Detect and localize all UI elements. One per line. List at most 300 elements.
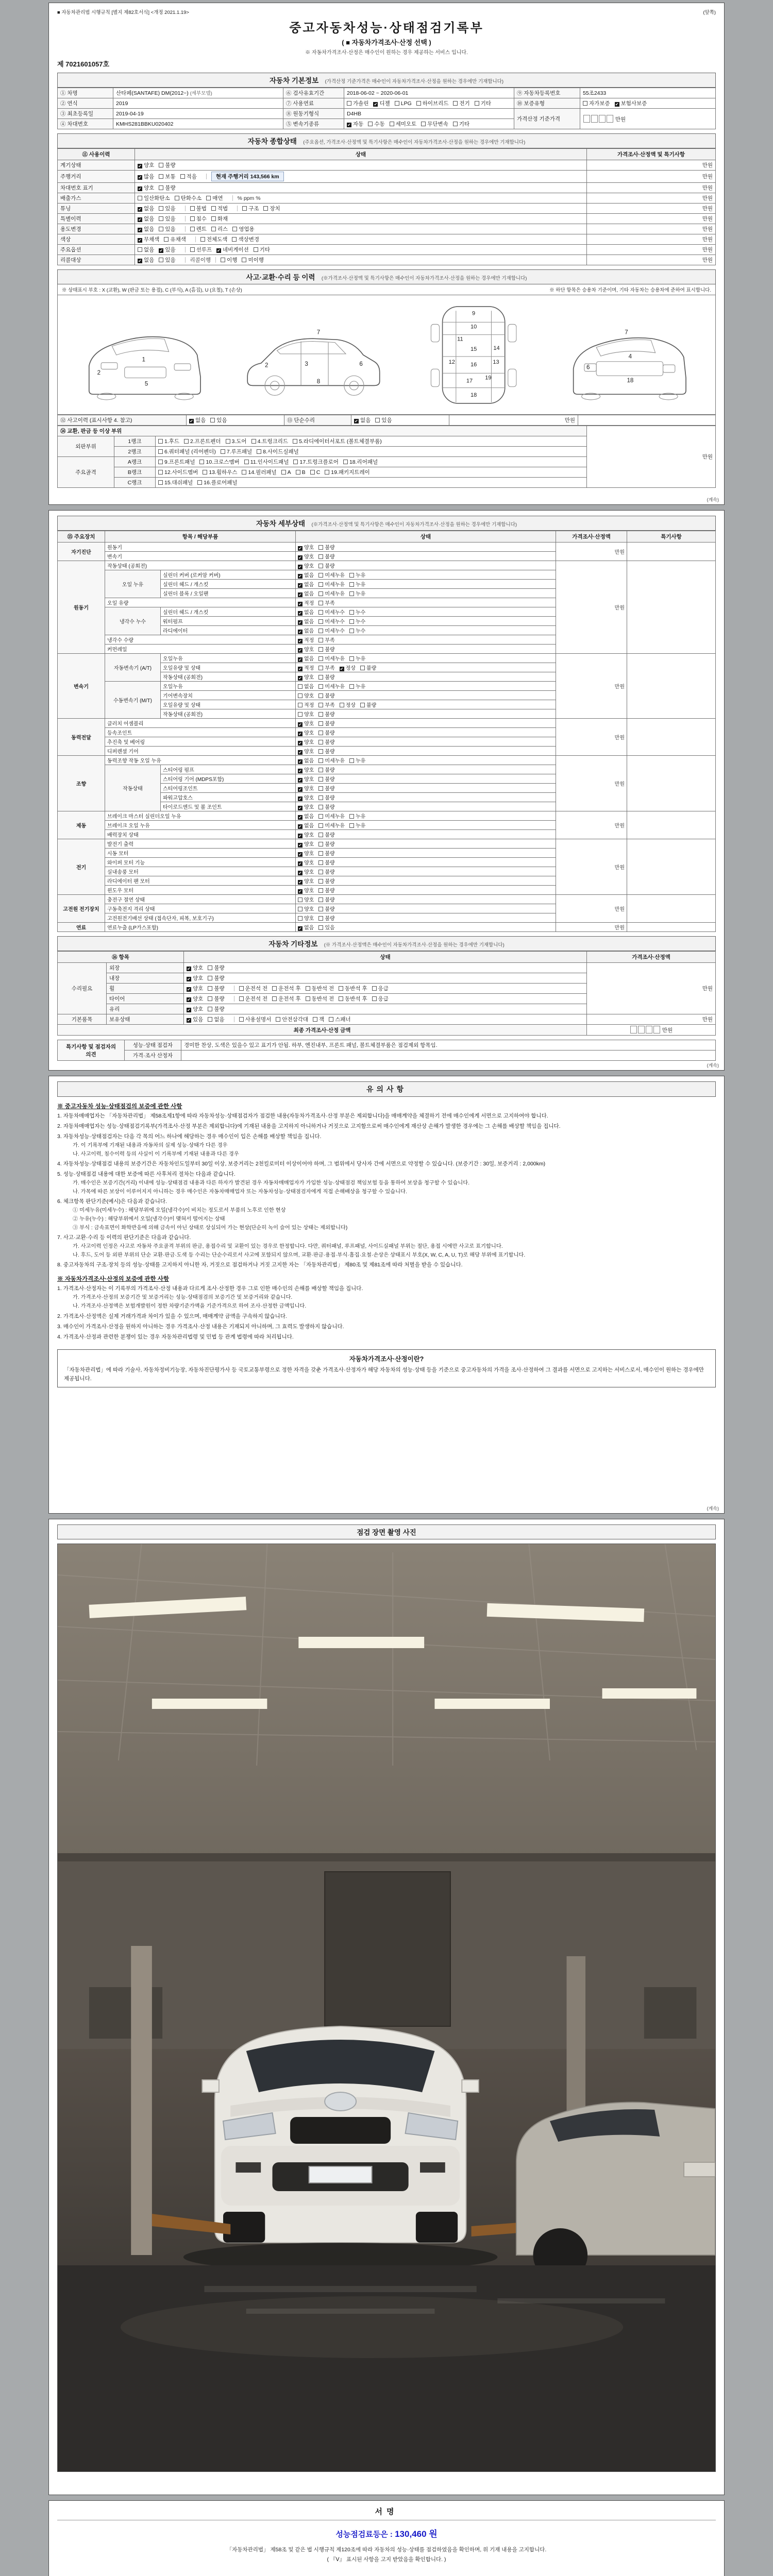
checkbox-icon[interactable] [242, 258, 246, 262]
checkbox-option[interactable] [138, 161, 154, 169]
checkbox-icon[interactable] [318, 749, 323, 754]
checkbox-icon[interactable] [349, 823, 354, 828]
checkbox-icon[interactable]: ✔ [298, 639, 302, 643]
checkbox-icon[interactable] [318, 564, 323, 568]
checkbox-icon[interactable]: ✔ [298, 871, 302, 875]
checkbox-option[interactable] [221, 256, 237, 264]
checkbox-icon[interactable] [318, 842, 323, 846]
checkbox-icon[interactable] [372, 986, 377, 991]
checkbox-option[interactable] [318, 858, 334, 866]
checkbox-icon[interactable] [159, 163, 163, 167]
checkbox-icon[interactable] [221, 449, 225, 454]
checkbox-icon[interactable]: ✔ [187, 977, 191, 981]
checkbox-icon[interactable]: ✔ [298, 843, 302, 848]
checkbox-icon[interactable]: ✔ [355, 419, 358, 423]
checkbox-option[interactable] [318, 617, 345, 625]
checkbox-option[interactable] [318, 756, 345, 764]
checkbox-icon[interactable] [349, 582, 354, 587]
checkbox-option[interactable] [318, 803, 334, 810]
checkbox-icon[interactable] [293, 460, 298, 464]
checkbox-icon[interactable] [190, 247, 195, 252]
checkbox-icon[interactable]: ✔ [298, 565, 302, 569]
checkbox-option[interactable] [298, 895, 314, 903]
checkbox-option[interactable] [199, 458, 239, 466]
checkbox-icon[interactable] [206, 196, 211, 200]
checkbox-option[interactable] [349, 617, 365, 625]
checkbox-option[interactable] [318, 923, 334, 931]
checkbox-icon[interactable] [318, 814, 323, 819]
checkbox-option[interactable] [298, 886, 314, 894]
checkbox-icon[interactable] [197, 480, 202, 485]
checkbox-option[interactable] [190, 246, 212, 253]
checkbox-icon[interactable] [349, 619, 354, 624]
checkbox-option[interactable] [349, 589, 365, 597]
checkbox-option[interactable] [211, 225, 228, 233]
checkbox-option[interactable] [158, 437, 179, 445]
checkbox-icon[interactable] [368, 122, 373, 126]
checkbox-icon[interactable]: ✔ [298, 546, 302, 551]
checkbox-icon[interactable]: ✔ [298, 620, 302, 625]
checkbox-icon[interactable]: ✔ [374, 102, 378, 107]
checkbox-option[interactable] [298, 599, 314, 606]
checkbox-icon[interactable] [390, 122, 394, 126]
checkbox-option[interactable] [208, 985, 224, 992]
checkbox-option[interactable] [453, 99, 469, 107]
checkbox-option[interactable] [318, 793, 334, 801]
checkbox-icon[interactable] [180, 174, 185, 179]
checkbox-icon[interactable] [318, 582, 323, 587]
checkbox-icon[interactable]: ✔ [298, 769, 302, 773]
checkbox-option[interactable] [138, 235, 159, 243]
checkbox-option[interactable] [298, 710, 314, 718]
checkbox-option[interactable] [138, 184, 154, 192]
checkbox-option[interactable] [298, 738, 314, 745]
checkbox-icon[interactable] [239, 986, 244, 991]
checkbox-icon[interactable] [211, 216, 216, 221]
checkbox-icon[interactable]: ✔ [298, 815, 302, 820]
checkbox-icon[interactable] [296, 470, 300, 474]
checkbox-icon[interactable]: ✔ [298, 861, 302, 866]
checkbox-icon[interactable] [475, 101, 479, 106]
checkbox-option[interactable] [298, 849, 314, 857]
checkbox-option[interactable] [318, 821, 345, 829]
checkbox-option[interactable] [276, 1015, 308, 1023]
checkbox-option[interactable] [159, 173, 175, 180]
checkbox-icon[interactable] [318, 721, 323, 726]
checkbox-option[interactable] [175, 194, 202, 202]
checkbox-option[interactable] [318, 654, 345, 662]
checkbox-option[interactable] [347, 120, 363, 128]
checkbox-icon[interactable] [416, 101, 421, 106]
checkbox-icon[interactable] [242, 206, 247, 211]
checkbox-icon[interactable]: ✔ [298, 889, 302, 894]
checkbox-option[interactable] [395, 100, 412, 107]
checkbox-icon[interactable] [175, 196, 179, 200]
checkbox-icon[interactable]: ✔ [187, 967, 191, 971]
checkbox-option[interactable] [158, 468, 198, 476]
checkbox-icon[interactable] [318, 786, 323, 791]
checkbox-icon[interactable] [208, 1017, 212, 1022]
checkbox-option[interactable] [298, 793, 314, 801]
checkbox-option[interactable] [298, 645, 314, 653]
checkbox-option[interactable] [159, 256, 175, 264]
checkbox-icon[interactable] [318, 675, 323, 680]
checkbox-icon[interactable]: ✔ [298, 787, 302, 792]
checkbox-icon[interactable] [318, 870, 323, 874]
checkbox-option[interactable] [347, 99, 368, 107]
checkbox-option[interactable] [318, 701, 334, 708]
checkbox-option[interactable] [184, 437, 221, 445]
checkbox-option[interactable] [318, 877, 334, 885]
checkbox-icon[interactable] [281, 470, 286, 474]
checkbox-option[interactable] [197, 479, 237, 486]
checkbox-option[interactable] [318, 580, 345, 588]
checkbox-icon[interactable] [276, 1017, 280, 1022]
checkbox-icon[interactable] [318, 925, 323, 930]
checkbox-icon[interactable] [272, 986, 277, 991]
checkbox-option[interactable] [208, 964, 224, 972]
checkbox-icon[interactable] [349, 610, 354, 615]
checkbox-option[interactable] [203, 468, 237, 476]
checkbox-option[interactable] [373, 99, 390, 107]
checkbox-icon[interactable] [190, 227, 195, 231]
checkbox-option[interactable] [318, 914, 334, 922]
checkbox-option[interactable] [138, 225, 154, 233]
checkbox-option[interactable] [298, 654, 314, 662]
checkbox-option[interactable] [349, 812, 365, 820]
checkbox-icon[interactable] [272, 996, 277, 1001]
checkbox-icon[interactable] [239, 1017, 244, 1022]
checkbox-option[interactable] [242, 468, 276, 476]
checkbox-icon[interactable] [190, 206, 195, 211]
checkbox-icon[interactable] [298, 916, 303, 921]
checkbox-option[interactable] [340, 701, 356, 708]
checkbox-icon[interactable]: ✔ [187, 1018, 191, 1023]
checkbox-option[interactable] [360, 664, 376, 671]
checkbox-icon[interactable] [232, 227, 237, 231]
checkbox-icon[interactable] [221, 258, 225, 262]
checkbox-option[interactable] [211, 205, 228, 212]
checkbox-option[interactable] [298, 664, 314, 671]
checkbox-option[interactable] [318, 626, 345, 634]
checkbox-icon[interactable] [318, 610, 323, 615]
checkbox-icon[interactable]: ✔ [298, 555, 302, 560]
checkbox-option[interactable] [293, 437, 382, 445]
checkbox-option[interactable] [340, 664, 356, 671]
checkbox-option[interactable] [318, 636, 334, 643]
checkbox-icon[interactable] [318, 601, 323, 605]
checkbox-icon[interactable]: ✔ [138, 207, 142, 212]
checkbox-option[interactable] [298, 673, 314, 681]
checkbox-icon[interactable] [226, 439, 230, 444]
checkbox-icon[interactable] [190, 216, 195, 221]
checkbox-option[interactable] [318, 747, 334, 755]
checkbox-icon[interactable]: ✔ [138, 164, 142, 168]
checkbox-icon[interactable] [164, 237, 169, 242]
checkbox-option[interactable] [318, 766, 334, 773]
checkbox-option[interactable] [298, 868, 314, 875]
checkbox-option[interactable] [390, 120, 417, 128]
checkbox-option[interactable] [298, 747, 314, 755]
checkbox-icon[interactable] [318, 916, 323, 921]
checkbox-option[interactable] [180, 173, 197, 180]
checkbox-option[interactable] [318, 552, 334, 560]
checkbox-icon[interactable] [318, 693, 323, 698]
checkbox-icon[interactable] [395, 101, 399, 106]
checkbox-option[interactable] [298, 626, 314, 634]
checkbox-icon[interactable] [340, 703, 344, 707]
checkbox-icon[interactable] [318, 795, 323, 800]
checkbox-option[interactable] [208, 1005, 224, 1013]
price-survey-select-option[interactable]: ( ■ 자동차가격조사·산정 선택 ) [342, 39, 431, 46]
checkbox-icon[interactable] [210, 418, 215, 422]
checkbox-option[interactable] [372, 995, 389, 1003]
checkbox-icon[interactable]: ✔ [298, 667, 302, 671]
checkbox-icon[interactable] [329, 1017, 333, 1022]
checkbox-option[interactable] [318, 831, 334, 838]
checkbox-option[interactable] [298, 543, 314, 551]
checkbox-icon[interactable]: ✔ [298, 759, 302, 764]
checkbox-option[interactable] [232, 225, 254, 233]
checkbox-icon[interactable] [349, 591, 354, 596]
checkbox-option[interactable] [360, 701, 376, 708]
checkbox-icon[interactable] [158, 480, 163, 485]
checkbox-option[interactable] [310, 469, 321, 476]
checkbox-icon[interactable] [203, 470, 207, 474]
checkbox-icon[interactable] [318, 805, 323, 809]
checkbox-option[interactable] [339, 985, 367, 992]
checkbox-option[interactable] [244, 458, 289, 466]
checkbox-option[interactable] [318, 645, 334, 653]
checkbox-icon[interactable] [372, 996, 377, 1001]
checkbox-option[interactable] [257, 448, 299, 455]
checkbox-option[interactable] [189, 416, 206, 424]
checkbox-option[interactable] [138, 205, 154, 212]
checkbox-icon[interactable] [349, 758, 354, 763]
checkbox-icon[interactable] [313, 1017, 317, 1022]
checkbox-option[interactable] [298, 914, 314, 922]
checkbox-option[interactable] [190, 215, 207, 223]
checkbox-option[interactable] [318, 691, 334, 699]
checkbox-icon[interactable] [211, 227, 216, 231]
checkbox-icon[interactable] [318, 860, 323, 865]
checkbox-option[interactable] [187, 995, 203, 1003]
checkbox-icon[interactable]: ✔ [190, 419, 193, 423]
checkbox-option[interactable] [263, 205, 280, 212]
checkbox-icon[interactable] [138, 196, 142, 200]
checkbox-icon[interactable] [242, 470, 246, 474]
checkbox-option[interactable] [298, 905, 314, 912]
checkbox-option[interactable] [221, 448, 252, 455]
checkbox-icon[interactable] [318, 666, 323, 670]
checkbox-icon[interactable] [159, 258, 163, 262]
checkbox-icon[interactable]: ✔ [298, 778, 302, 783]
checkbox-option[interactable] [318, 589, 345, 597]
checkbox-icon[interactable] [208, 986, 212, 991]
checkbox-icon[interactable] [360, 666, 365, 670]
checkbox-icon[interactable] [318, 554, 323, 559]
checkbox-icon[interactable] [453, 101, 458, 106]
checkbox-option[interactable] [239, 985, 268, 992]
checkbox-icon[interactable] [347, 101, 351, 106]
checkbox-option[interactable] [298, 636, 314, 643]
checkbox-option[interactable] [372, 985, 389, 992]
checkbox-option[interactable] [298, 775, 314, 783]
checkbox-option[interactable] [211, 215, 228, 223]
checkbox-icon[interactable] [310, 470, 315, 474]
checkbox-option[interactable] [298, 719, 314, 727]
checkbox-option[interactable] [325, 468, 369, 476]
checkbox-option[interactable] [318, 840, 334, 848]
checkbox-icon[interactable] [349, 629, 354, 633]
checkbox-icon[interactable]: ✔ [138, 228, 142, 232]
checkbox-icon[interactable] [318, 684, 323, 689]
checkbox-option[interactable] [187, 985, 203, 992]
checkbox-option[interactable] [298, 728, 314, 736]
checkbox-option[interactable] [158, 458, 195, 466]
checkbox-option[interactable] [298, 784, 314, 792]
checkbox-option[interactable] [187, 1005, 203, 1013]
checkbox-icon[interactable] [318, 573, 323, 578]
checkbox-option[interactable] [421, 120, 448, 128]
checkbox-icon[interactable] [208, 1007, 212, 1011]
checkbox-option[interactable] [298, 840, 314, 848]
checkbox-option[interactable] [298, 580, 314, 588]
checkbox-icon[interactable] [318, 619, 323, 624]
checkbox-icon[interactable]: ✔ [298, 611, 302, 616]
checkbox-icon[interactable] [184, 439, 189, 444]
checkbox-icon[interactable] [208, 976, 212, 980]
checkbox-icon[interactable]: ✔ [298, 722, 302, 727]
checkbox-option[interactable] [318, 738, 334, 745]
checkbox-option[interactable] [159, 184, 175, 192]
checkbox-icon[interactable] [318, 777, 323, 782]
checkbox-option[interactable] [158, 479, 193, 486]
checkbox-icon[interactable] [232, 237, 237, 242]
checkbox-option[interactable] [318, 886, 334, 894]
checkbox-option[interactable] [272, 995, 301, 1003]
checkbox-icon[interactable]: ✔ [298, 926, 302, 931]
checkbox-icon[interactable] [318, 638, 323, 642]
checkbox-icon[interactable] [318, 731, 323, 735]
checkbox-option[interactable] [298, 803, 314, 810]
checkbox-icon[interactable] [360, 703, 365, 707]
checkbox-option[interactable] [298, 821, 314, 829]
checkbox-icon[interactable] [339, 986, 343, 991]
checkbox-icon[interactable]: ✔ [298, 796, 302, 801]
checkbox-icon[interactable] [343, 460, 348, 464]
checkbox-icon[interactable]: ✔ [187, 1008, 191, 1012]
checkbox-option[interactable] [210, 416, 227, 424]
checkbox-option[interactable] [298, 923, 314, 931]
checkbox-icon[interactable] [298, 693, 303, 698]
checkbox-option[interactable] [475, 99, 491, 107]
checkbox-option[interactable] [298, 701, 314, 708]
checkbox-icon[interactable]: ✔ [298, 583, 302, 588]
checkbox-icon[interactable] [318, 740, 323, 744]
checkbox-icon[interactable]: ✔ [187, 997, 191, 1002]
checkbox-icon[interactable] [158, 470, 163, 474]
checkbox-option[interactable] [343, 458, 378, 466]
checkbox-option[interactable] [349, 756, 365, 764]
checkbox-icon[interactable] [239, 996, 244, 1001]
checkbox-option[interactable] [318, 543, 334, 551]
checkbox-icon[interactable] [159, 227, 163, 231]
checkbox-option[interactable] [453, 120, 469, 128]
checkbox-icon[interactable] [158, 449, 163, 454]
checkbox-option[interactable] [318, 868, 334, 875]
checkbox-icon[interactable]: ✔ [138, 238, 142, 243]
checkbox-option[interactable] [349, 682, 365, 690]
checkbox-icon[interactable] [318, 591, 323, 596]
checkbox-option[interactable] [159, 225, 175, 233]
checkbox-option[interactable] [298, 552, 314, 560]
checkbox-option[interactable] [349, 821, 365, 829]
checkbox-icon[interactable]: ✔ [298, 602, 302, 606]
checkbox-option[interactable] [216, 246, 249, 253]
checkbox-option[interactable] [615, 99, 647, 107]
checkbox-option[interactable] [251, 437, 288, 445]
checkbox-option[interactable] [296, 469, 306, 476]
checkbox-icon[interactable] [298, 703, 303, 707]
checkbox-icon[interactable] [318, 907, 323, 911]
checkbox-option[interactable] [349, 580, 365, 588]
checkbox-icon[interactable] [199, 460, 204, 464]
checkbox-option[interactable] [138, 256, 154, 264]
checkbox-icon[interactable]: ✔ [298, 574, 302, 579]
checkbox-icon[interactable]: ✔ [298, 676, 302, 681]
checkbox-option[interactable] [187, 1015, 203, 1023]
checkbox-option[interactable] [318, 905, 334, 912]
checkbox-icon[interactable] [244, 460, 249, 464]
checkbox-option[interactable] [226, 437, 247, 445]
checkbox-icon[interactable]: ✔ [138, 175, 142, 180]
checkbox-option[interactable] [318, 571, 345, 579]
checkbox-option[interactable] [354, 416, 371, 424]
checkbox-icon[interactable]: ✔ [298, 657, 302, 662]
checkbox-option[interactable] [298, 682, 314, 690]
checkbox-icon[interactable]: ✔ [298, 824, 302, 829]
checkbox-icon[interactable] [318, 758, 323, 763]
checkbox-option[interactable] [298, 756, 314, 764]
checkbox-icon[interactable] [208, 996, 212, 1001]
checkbox-option[interactable] [159, 246, 175, 253]
checkbox-icon[interactable] [318, 897, 323, 902]
checkbox-option[interactable] [298, 877, 314, 885]
checkbox-option[interactable] [200, 235, 228, 243]
checkbox-option[interactable] [313, 1015, 324, 1023]
checkbox-icon[interactable] [200, 237, 205, 242]
checkbox-option[interactable] [187, 964, 203, 972]
checkbox-icon[interactable] [318, 823, 323, 828]
checkbox-icon[interactable]: ✔ [615, 102, 619, 107]
checkbox-icon[interactable] [318, 879, 323, 884]
checkbox-option[interactable] [318, 895, 334, 903]
checkbox-option[interactable] [208, 974, 224, 982]
checkbox-option[interactable] [138, 194, 170, 202]
checkbox-option[interactable] [190, 205, 207, 212]
checkbox-icon[interactable]: ✔ [298, 852, 302, 857]
checkbox-icon[interactable] [318, 647, 323, 652]
checkbox-icon[interactable] [211, 206, 216, 211]
checkbox-icon[interactable] [375, 418, 380, 422]
checkbox-icon[interactable]: ✔ [138, 259, 142, 263]
checkbox-option[interactable] [208, 1015, 224, 1023]
checkbox-option[interactable] [159, 161, 175, 169]
checkbox-option[interactable] [298, 691, 314, 699]
checkbox-option[interactable] [318, 710, 334, 718]
checkbox-icon[interactable] [339, 996, 343, 1001]
